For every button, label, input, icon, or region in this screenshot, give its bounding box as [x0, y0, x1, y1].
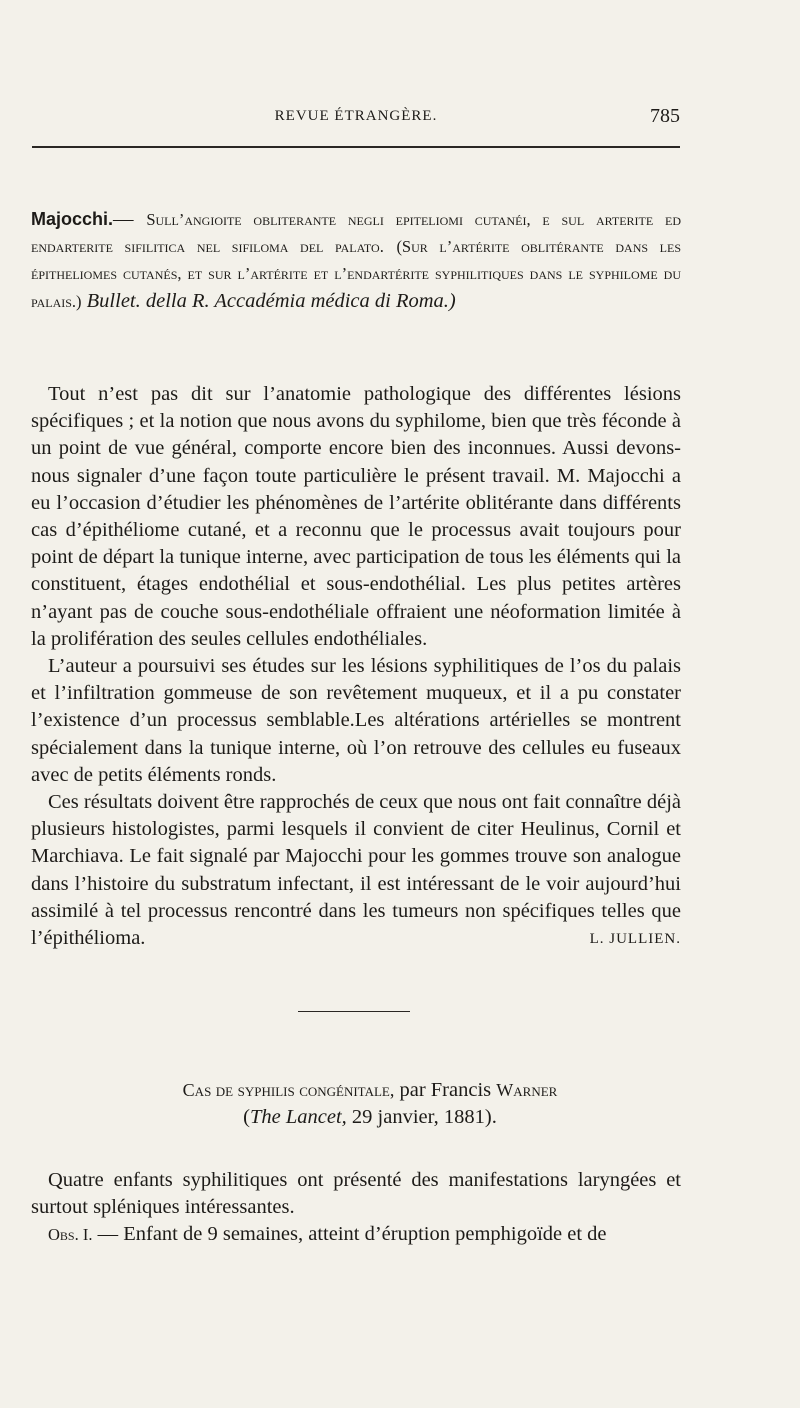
entry-2-observation-label: Obs. I. [48, 1225, 93, 1245]
entry-1-body [31, 381, 681, 953]
entry-2-title-lead: Cas de syphilis congénitale, [182, 1080, 395, 1100]
section-divider [298, 1011, 410, 1012]
entry-1-paragraph-3 [31, 789, 681, 952]
running-title: REVUE ÉTRANGÈRE. [274, 108, 438, 124]
entry-2-source-date: 29 janvier, 1881). [351, 1106, 497, 1128]
entry-1-source: Bullet. della R. Accadémia médica di Roma.) [86, 289, 456, 312]
entry-2-title-line [60, 1077, 680, 1104]
entry-2-body [31, 1167, 681, 1249]
entry-2-source-journal: The Lancet, [249, 1106, 347, 1128]
entry-1-heading [31, 206, 681, 315]
entry-1-dash: — [113, 208, 134, 230]
entry-2-source-line [60, 1104, 680, 1131]
page-header [32, 105, 680, 134]
entry-2-observation-text: — Enfant de 9 semaines, atteint d’éruption pemphigoïde et de [97, 1223, 607, 1246]
page-number: 785 [650, 105, 680, 127]
header-rule [32, 146, 680, 148]
entry-2-observation [31, 1221, 681, 1248]
entry-1-paragraph-1: Tout n’est pas dit sur l’anatomie pathologique des différentes lésions spécifiques ; et la notion que nous avons du syphilome, bien que très féconde à un point de vue général, comporte encore bien des inconnues. Aussi devons-nous signaler d’une façon toute particulière le présent travail. M. Majocchi a eu l’occasion d’étudier les phénomènes de l’artérite oblitérante dans différents cas d’épithéliome cutané, et a reconnu que le processus avait toujours pour point de départ la tunique interne, avec participation de tous les éléments qui la constituent, étages endothélial et sous-endothélial. Les plus petites artères n’ayant pas de couche sous-endothéliale offraient une néoformation limitée à la prolifération des seules cellules endothéliales. [31, 383, 681, 650]
entry-1-paragraph-3-text: Ces résultats doivent être rapprochés de ceux que nous ont fait connaître déjà plusieurs histologistes, parmi lesquels il convient de citer Heulinus, Cornil et Marchiava. Le fait signalé par Majocchi pour les gommes trouve son analogue dans l’histoire du substratum infectant, il est intéressant de le voir aujourd’hui assimilé à tel processus rencontré dans les tumeurs non spécifiques telles que l’épithélioma. [31, 791, 681, 950]
entry-1-signature: L. JULLIEN. [589, 931, 681, 948]
entry-2-source-open: ( [243, 1106, 250, 1128]
entry-2-title-author: Warner [496, 1080, 558, 1100]
entry-1-paragraph-2: L’auteur a poursuivi ses études sur les lésions syphilitiques de l’os du palais et l’infiltration gommeuse de son revêtement muqueux, et il a pu constater l’existence d’un processus semblable.Les altérations artérielles se montrent spécialement dans la tunique interne, où l’on retrouve des cellules eu fuseaux avec de petits éléments ronds. [31, 655, 681, 786]
entry-2-intro: Quatre enfants syphilitiques ont présenté des manifestations laryngées et surtout spléniques intéressantes. [31, 1169, 681, 1219]
entry-2-heading [60, 1077, 680, 1131]
entry-1-title-italian: Sull’angioite obliterante negli epiteliomi cutanéi, e sul arterite ed endarterite sifilitica nel sifiloma del palato. [31, 210, 681, 257]
entry-2-title-by: par Francis [399, 1079, 492, 1101]
entry-1-title-french: (Sur l’artérite oblitérante dans les épitheliomes cutanés, et sur l’artérite et l’endartérite syphilitiques dans le syphilome du palais.) [31, 237, 681, 311]
entry-1-author: Majocchi. [31, 209, 114, 229]
